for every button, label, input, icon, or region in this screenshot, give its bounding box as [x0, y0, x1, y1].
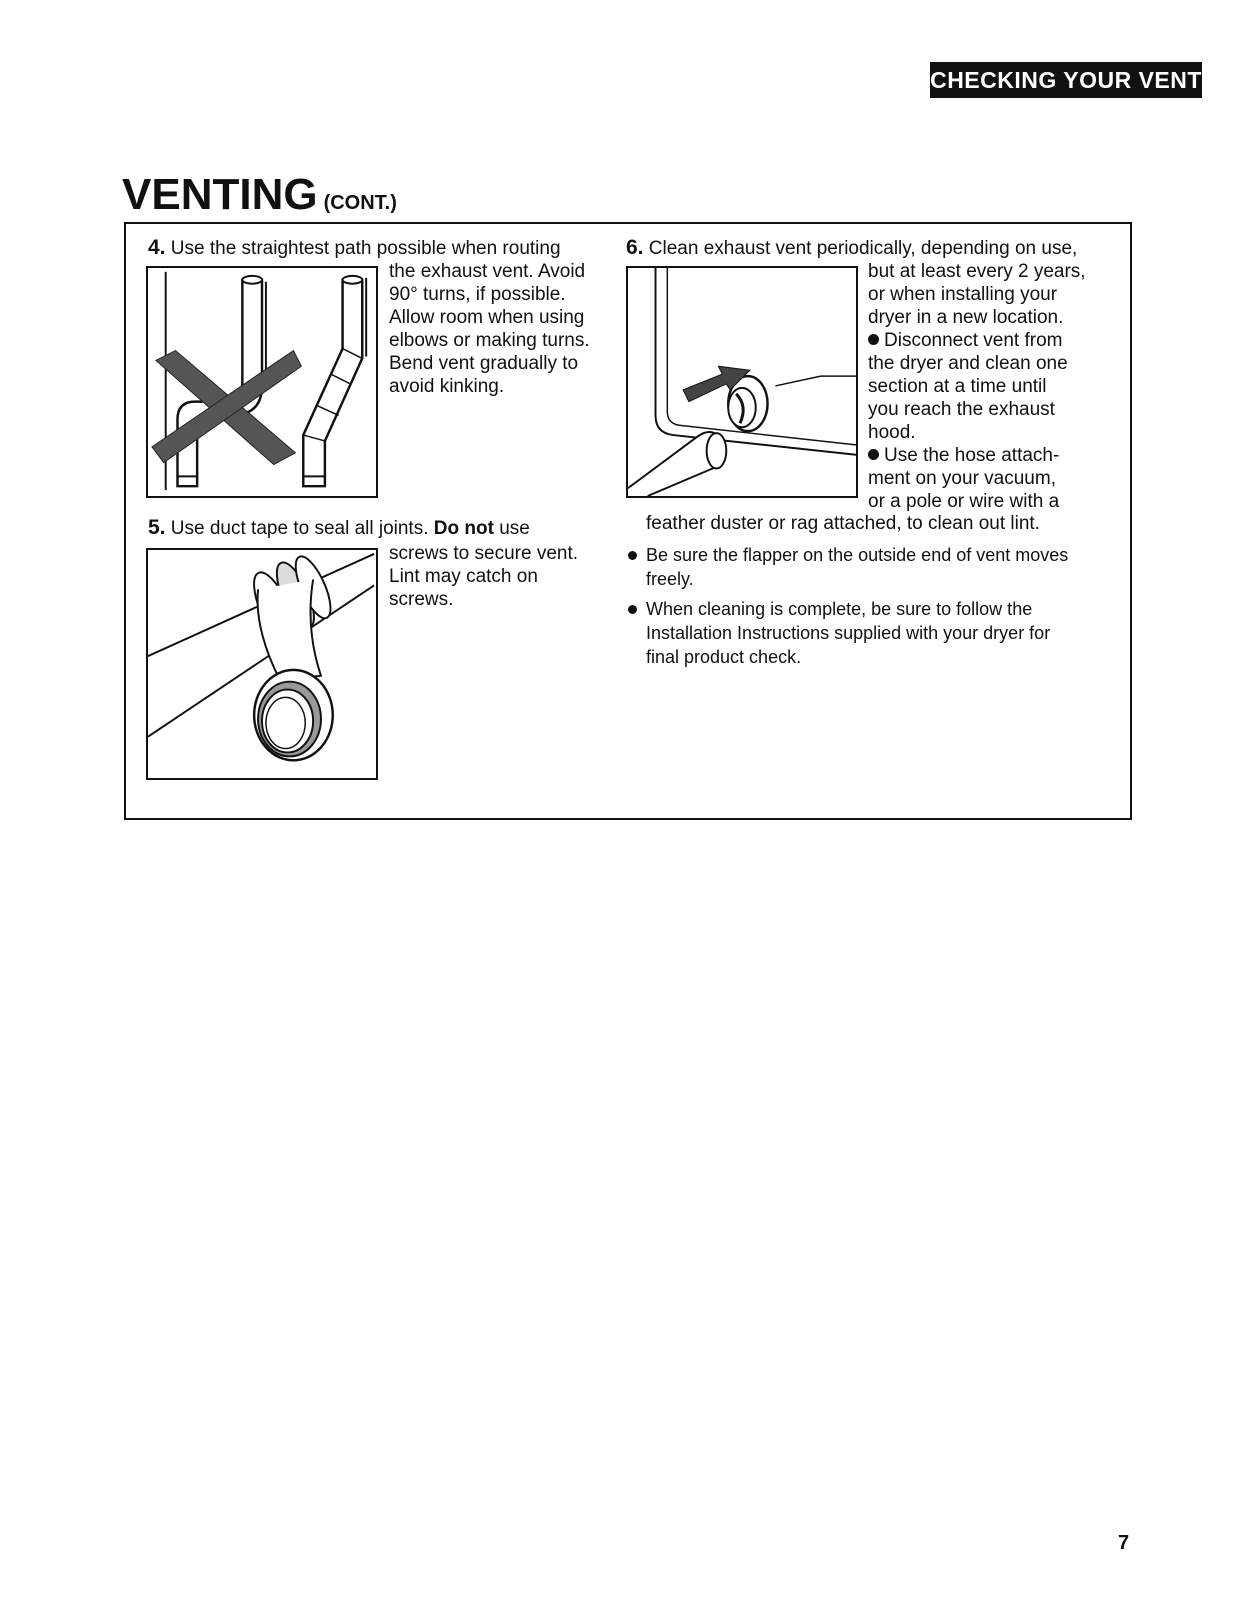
page-title — [122, 170, 397, 220]
step-6-line: or a pole or wire with a — [868, 491, 1060, 512]
vent-cleaning-illustration — [626, 266, 858, 498]
list-item — [626, 597, 1086, 669]
list-item — [626, 543, 1086, 591]
step-4-number: 4. — [148, 236, 166, 259]
step-6-line: dryer in a new location. — [868, 307, 1064, 328]
list-item-text: When cleaning is complete, be sure to follow the Installation Instructions supplied with your dryer for final product check. — [646, 599, 1051, 667]
step-4-line: avoid kinking. — [389, 376, 505, 397]
step-5-line: Lint may catch on — [389, 566, 538, 587]
step-6-first-line: Clean exhaust vent periodically, depending on use, — [648, 238, 1078, 259]
step-4-line: Bend vent gradually to — [389, 353, 579, 374]
step-6-line: but at least every 2 years, — [868, 261, 1086, 282]
vent-routing-drawing — [148, 268, 376, 496]
step-4-line: Allow room when using — [389, 307, 585, 328]
vent-routing-illustration — [146, 266, 378, 498]
bullet-dot-icon — [628, 551, 637, 560]
step-6-sub-bullet-2-line: Use the hose attach- — [884, 445, 1060, 466]
step-6-sub-bullet-2 — [868, 444, 1086, 467]
step-5-line: screws. — [389, 589, 454, 610]
step-6-text — [868, 260, 1086, 513]
step-6-number: 6. — [626, 236, 644, 259]
bullet-dot-icon — [628, 605, 637, 614]
vent-cleaning-drawing — [628, 268, 856, 496]
step-6-sub-bullet-1-line: Disconnect vent from — [884, 330, 1063, 351]
step-5-first-line-bold: Do not — [433, 518, 494, 539]
page-title-suffix: (CONT.) — [323, 192, 397, 214]
vent-bullet-list — [626, 543, 1086, 675]
step-6-line: or when installing your — [868, 284, 1058, 305]
list-item-text: Be sure the flapper on the outside end of vent moves freely. — [646, 545, 1069, 589]
step-5-line: screws to secure vent. — [389, 543, 579, 564]
step-5-first-line-b: use — [499, 518, 530, 539]
bullet-dot-icon — [868, 334, 879, 345]
step-6-continuation: feather duster or rag attached, to clean out lint. — [646, 513, 1040, 534]
section-tab: CHECKING YOUR VENT — [930, 62, 1202, 98]
step-4-line: the exhaust vent. Avoid — [389, 261, 586, 282]
step-6-heading — [626, 236, 1077, 261]
step-6-line: ment on your vacuum, — [868, 468, 1056, 489]
step-5-text — [389, 542, 578, 611]
step-5-number: 5. — [148, 516, 166, 539]
page-number: 7 — [1118, 1532, 1130, 1554]
step-5-first-line-a: Use duct tape to seal all joints. — [170, 518, 429, 539]
step-4-text — [389, 260, 590, 398]
bullet-dot-icon — [868, 449, 879, 460]
step-4-first-line: Use the straightest path possible when routing — [170, 238, 561, 259]
duct-tape-illustration — [146, 548, 378, 780]
step-6-line: hood. — [868, 422, 916, 443]
step-6-line: section at a time until — [868, 376, 1047, 397]
duct-tape-drawing — [148, 550, 376, 778]
step-6-line: you reach the exhaust — [868, 399, 1055, 420]
page-title-main: VENTING — [122, 170, 318, 219]
step-5-heading — [148, 516, 530, 541]
step-4-line: elbows or making turns. — [389, 330, 590, 351]
step-4-line: 90° turns, if possible. — [389, 284, 566, 305]
step-6-line: the dryer and clean one — [868, 353, 1068, 374]
step-4-heading — [148, 236, 561, 261]
step-6-sub-bullet-1 — [868, 329, 1086, 352]
